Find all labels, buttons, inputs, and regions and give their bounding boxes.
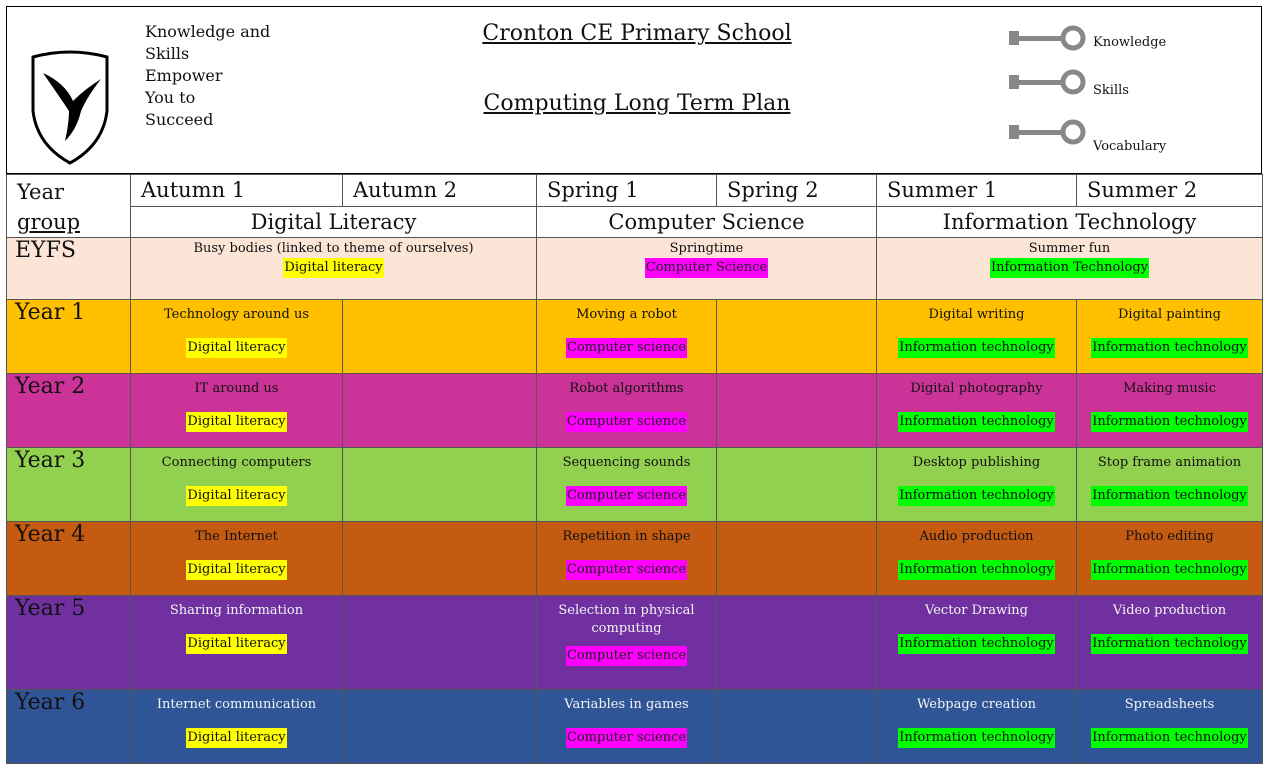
term-header: Summer 1 xyxy=(877,175,1077,207)
year-label: Year 1 xyxy=(7,300,131,374)
unit-cell xyxy=(537,448,717,522)
unit-title: Summer fun xyxy=(1028,241,1111,256)
unit-cell xyxy=(1077,596,1263,690)
unit-cell xyxy=(1077,522,1263,596)
term-header: Spring 2 xyxy=(717,175,877,207)
empty-cell xyxy=(343,300,537,374)
unit-cell xyxy=(1077,690,1263,764)
strand-tag: Information technology xyxy=(1091,560,1248,580)
year-label: Year 2 xyxy=(7,374,131,448)
key-knowledge xyxy=(1007,25,1167,57)
unit-cell xyxy=(877,522,1077,596)
strand-header: Digital Literacy xyxy=(131,206,537,238)
motto-line: Skills xyxy=(145,44,190,63)
strand-tag: Information technology xyxy=(898,634,1055,654)
table-row xyxy=(7,448,1263,522)
year-group-label: Year xyxy=(17,180,65,204)
empty-cell xyxy=(717,448,877,522)
strand-tag: Digital literacy xyxy=(186,486,286,506)
year-group-label: group xyxy=(17,210,81,234)
strand-tag: Computer science xyxy=(566,338,687,358)
unit-title: Variables in games xyxy=(564,697,689,712)
strand-tag: Digital literacy xyxy=(283,258,383,278)
strand-tag: Information technology xyxy=(898,412,1055,432)
strand-tag: Computer Science xyxy=(645,258,768,278)
unit-title: Robot algorithms xyxy=(569,381,684,396)
unit-cell xyxy=(537,238,877,300)
strand-tag: Information technology xyxy=(1091,486,1248,506)
table-row xyxy=(7,300,1263,374)
strand-tag: Information technology xyxy=(1091,412,1248,432)
unit-cell xyxy=(131,690,343,764)
unit-title: Connecting computers xyxy=(161,455,312,470)
unit-cell xyxy=(877,690,1077,764)
year-label: Year 4 xyxy=(7,522,131,596)
strand-tag: Information technology xyxy=(1091,338,1248,358)
school-motto xyxy=(145,21,270,131)
unit-title: Springtime xyxy=(669,241,744,256)
unit-title: Audio production xyxy=(919,529,1034,544)
empty-cell xyxy=(717,690,877,764)
unit-cell xyxy=(877,300,1077,374)
empty-cell xyxy=(343,374,537,448)
key-icon xyxy=(1007,25,1087,53)
table-row xyxy=(7,596,1263,690)
unit-cell xyxy=(877,448,1077,522)
strand-tag: Information technology xyxy=(898,338,1055,358)
unit-cell xyxy=(537,690,717,764)
key-vocabulary xyxy=(1007,119,1167,154)
unit-title: Stop frame animation xyxy=(1097,455,1242,470)
strand-header: Information Technology xyxy=(877,206,1263,238)
unit-cell xyxy=(537,596,717,690)
unit-cell xyxy=(877,596,1077,690)
unit-cell xyxy=(131,374,343,448)
strand-tag: Information technology xyxy=(1091,728,1248,748)
empty-cell xyxy=(343,690,537,764)
unit-title: Spreadsheets xyxy=(1124,697,1215,712)
strand-tag: Digital literacy xyxy=(186,412,286,432)
strand-tag: Computer science xyxy=(566,412,687,432)
year-label: Year 5 xyxy=(7,596,131,690)
unit-cell xyxy=(1077,300,1263,374)
table-row xyxy=(7,374,1263,448)
key-skills xyxy=(1007,69,1129,101)
term-header: Spring 1 xyxy=(537,175,717,207)
long-term-plan-table xyxy=(6,174,1263,764)
key-icon xyxy=(1007,119,1087,147)
strand-tag: Computer science xyxy=(566,646,687,666)
term-header: Summer 2 xyxy=(1077,175,1263,207)
unit-title: Sharing information xyxy=(169,603,304,618)
strand-tag: Computer science xyxy=(566,560,687,580)
unit-cell xyxy=(537,374,717,448)
unit-title: Busy bodies (linked to theme of ourselves) xyxy=(193,241,474,256)
empty-cell xyxy=(717,374,877,448)
unit-title: Photo editing xyxy=(1125,529,1214,544)
unit-title: Repetition in shape xyxy=(562,529,691,544)
strand-tag: Information Technology xyxy=(990,258,1149,278)
key-icon xyxy=(1007,69,1087,97)
header-banner xyxy=(6,6,1262,174)
empty-cell xyxy=(343,596,537,690)
empty-cell xyxy=(343,448,537,522)
strand-tag: Information technology xyxy=(898,728,1055,748)
unit-cell xyxy=(877,238,1263,300)
term-header: Autumn 2 xyxy=(343,175,537,207)
year-group-header xyxy=(7,175,131,238)
strand-tag: Digital literacy xyxy=(186,560,286,580)
unit-cell xyxy=(131,596,343,690)
strand-tag: Information technology xyxy=(1091,634,1248,654)
key-label: Skills xyxy=(1093,83,1129,98)
unit-title: Internet communication xyxy=(156,697,317,712)
strand-tag: Information technology xyxy=(898,486,1055,506)
unit-cell xyxy=(131,448,343,522)
unit-cell xyxy=(537,300,717,374)
year-label: Year 3 xyxy=(7,448,131,522)
unit-cell xyxy=(131,300,343,374)
unit-title: Technology around us xyxy=(163,307,310,322)
school-name: Cronton CE Primary School xyxy=(482,21,792,46)
empty-cell xyxy=(343,522,537,596)
unit-title: Desktop publishing xyxy=(912,455,1041,470)
term-header: Autumn 1 xyxy=(131,175,343,207)
unit-title: Digital writing xyxy=(928,307,1025,322)
strands-row xyxy=(7,206,1263,238)
table-row xyxy=(7,522,1263,596)
key-label: Vocabulary xyxy=(1093,139,1167,154)
unit-title: Digital painting xyxy=(1117,307,1221,322)
unit-title: Moving a robot xyxy=(576,307,677,322)
unit-title: IT around us xyxy=(194,381,279,396)
unit-cell xyxy=(877,374,1077,448)
strand-tag: Digital literacy xyxy=(186,634,286,654)
terms-row xyxy=(7,175,1263,207)
motto-line: Empower xyxy=(145,66,223,85)
year-label: Year 6 xyxy=(7,690,131,764)
unit-cell xyxy=(1077,374,1263,448)
table-row xyxy=(7,690,1263,764)
unit-title: The Internet xyxy=(195,529,278,544)
unit-title: Video production xyxy=(1112,603,1227,618)
unit-cell xyxy=(1077,448,1263,522)
plan-title: Computing Long Term Plan xyxy=(483,91,791,116)
strand-header: Computer Science xyxy=(537,206,877,238)
school-crest-icon xyxy=(29,49,111,167)
strand-tag: Digital literacy xyxy=(186,338,286,358)
empty-cell xyxy=(717,522,877,596)
unit-title: Selection in physical computing xyxy=(558,603,695,636)
empty-cell xyxy=(717,300,877,374)
unit-title: Digital photography xyxy=(910,381,1043,396)
unit-title: Vector Drawing xyxy=(925,603,1028,618)
unit-title: Webpage creation xyxy=(916,697,1037,712)
motto-line: You to xyxy=(145,88,196,107)
table-row xyxy=(7,238,1263,300)
motto-line: Knowledge and xyxy=(145,22,271,41)
unit-title: Sequencing sounds xyxy=(562,455,691,470)
strand-tag: Computer science xyxy=(566,486,687,506)
motto-line: Succeed xyxy=(145,110,214,129)
empty-cell xyxy=(717,596,877,690)
strand-tag: Information technology xyxy=(898,560,1055,580)
strand-tag: Computer science xyxy=(566,728,687,748)
unit-cell xyxy=(537,522,717,596)
strand-tag: Digital literacy xyxy=(186,728,286,748)
year-label: EYFS xyxy=(7,238,131,300)
unit-title: Making music xyxy=(1123,381,1216,396)
key-label: Knowledge xyxy=(1093,35,1167,50)
unit-cell xyxy=(131,522,343,596)
unit-cell xyxy=(131,238,537,300)
